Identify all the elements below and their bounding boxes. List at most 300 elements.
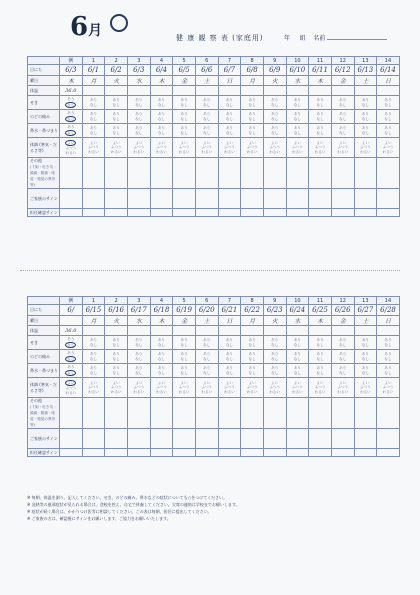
date-cell: 6/14 [377, 65, 400, 76]
other-cell[interactable] [195, 398, 218, 429]
temp-cell[interactable] [377, 86, 400, 96]
temp-cell[interactable] [377, 326, 400, 336]
temp-cell[interactable] [218, 326, 241, 336]
symptom-cell[interactable]: あり なし [127, 364, 150, 378]
weekday-cell: 日 [218, 76, 241, 86]
other-cell[interactable] [377, 158, 400, 189]
other-cell[interactable] [309, 158, 332, 189]
other-cell[interactable] [286, 398, 309, 429]
temp-example: 36.0 [60, 86, 83, 96]
symptom-cell[interactable]: あり なし [354, 96, 377, 110]
signature-cell[interactable] [377, 189, 400, 209]
signature-cell[interactable] [173, 429, 196, 449]
temp-cell[interactable] [150, 326, 173, 336]
symptom-cell[interactable]: あり なし [195, 364, 218, 378]
other-cell[interactable] [263, 158, 286, 189]
signature-cell[interactable] [286, 189, 309, 209]
signature-cell[interactable] [263, 429, 286, 449]
symptom-cell[interactable]: あり なし [309, 350, 332, 364]
temp-cell[interactable] [195, 86, 218, 96]
condition-cell[interactable]: よい ふつう わるい [105, 378, 128, 398]
column-number: 10 [286, 297, 309, 305]
other-cell[interactable] [127, 158, 150, 189]
condition-cell[interactable]: よい ふつう わるい [286, 378, 309, 398]
condition-cell[interactable]: よい ふつう わるい [127, 378, 150, 398]
column-number: 11 [309, 57, 332, 65]
date-cell: 6/11 [309, 65, 332, 76]
condition-cell[interactable]: よい ふつう わるい [263, 138, 286, 158]
symptom-cell[interactable]: あり なし [331, 336, 354, 350]
signature-cell[interactable] [105, 429, 128, 449]
condition-cell[interactable]: よい ふつう わるい [195, 138, 218, 158]
symptom-cell[interactable]: あり なし [195, 336, 218, 350]
other-cell[interactable] [82, 398, 105, 429]
symptom-cell[interactable]: あり なし [218, 364, 241, 378]
signature-cell[interactable] [60, 189, 83, 209]
symptom-cell[interactable]: あり なし [150, 110, 173, 124]
teacher-cell[interactable] [173, 209, 196, 217]
teacher-cell[interactable] [195, 449, 218, 457]
temp-cell[interactable] [105, 86, 128, 96]
date-cell: 6/20 [195, 305, 218, 316]
symptom-cell[interactable]: あり なし [377, 350, 400, 364]
temp-cell[interactable] [173, 326, 196, 336]
symptom-cell[interactable]: あり なし [241, 110, 264, 124]
symptom-cell[interactable]: あり なし [82, 110, 105, 124]
symptom-cell[interactable]: あり なし [105, 110, 128, 124]
symptom-cell[interactable]: あり なし [195, 124, 218, 138]
column-number: 9 [263, 297, 286, 305]
symptom-cell[interactable]: あり なし [263, 336, 286, 350]
signature-cell[interactable] [82, 429, 105, 449]
divider [20, 270, 400, 271]
symptom-cell[interactable]: あり なし [105, 96, 128, 110]
symptom-cell[interactable]: あり なし [105, 364, 128, 378]
temp-cell[interactable] [331, 326, 354, 336]
signature-cell[interactable] [173, 189, 196, 209]
other-cell[interactable] [241, 158, 264, 189]
temp-cell[interactable] [309, 86, 332, 96]
symptom-cell[interactable]: あり なし [218, 110, 241, 124]
signature-cell[interactable] [309, 429, 332, 449]
temp-cell[interactable] [127, 326, 150, 336]
date-cell: 6/ [60, 305, 83, 316]
condition-cell[interactable]: よい ふつう わるい [286, 138, 309, 158]
date-cell: 6/12 [331, 65, 354, 76]
other-cell[interactable] [82, 158, 105, 189]
condition-cell[interactable]: よい ふつう わるい [331, 378, 354, 398]
other-cell[interactable] [263, 398, 286, 429]
symptom-cell[interactable]: あり なし [173, 110, 196, 124]
signature-cell[interactable] [127, 429, 150, 449]
date-cell: 6/3 [127, 65, 150, 76]
weekday-cell: 木 [150, 316, 173, 326]
symptom-cell[interactable]: あり なし [331, 124, 354, 138]
date-cell: 6/19 [173, 305, 196, 316]
teacher-cell[interactable] [173, 449, 196, 457]
teacher-cell[interactable] [263, 449, 286, 457]
condition-cell[interactable]: よい ふつう わるい [173, 138, 196, 158]
symptom-cell[interactable]: あり なし [60, 350, 83, 364]
symptom-cell[interactable]: あり なし [377, 124, 400, 138]
temp-cell[interactable] [195, 326, 218, 336]
condition-cell[interactable]: よい ふつう わるい [331, 138, 354, 158]
other-cell[interactable] [105, 158, 128, 189]
temp-cell[interactable] [82, 326, 105, 336]
other-cell[interactable] [195, 158, 218, 189]
symptom-cell[interactable]: あり なし [82, 336, 105, 350]
teacher-cell[interactable] [150, 209, 173, 217]
date-cell: 6/8 [241, 65, 264, 76]
row-label: 鼻水・鼻づまり [28, 364, 60, 378]
row-label: ご家族のサイン [28, 189, 60, 209]
temp-cell[interactable] [354, 326, 377, 336]
symptom-cell[interactable]: あり なし [127, 336, 150, 350]
column-number: 5 [173, 57, 196, 65]
symptom-cell[interactable]: あり なし [377, 96, 400, 110]
date-cell: 6/2 [105, 65, 128, 76]
other-cell[interactable] [331, 158, 354, 189]
condition-cell[interactable]: よい ふつう わるい [218, 138, 241, 158]
teacher-cell[interactable] [241, 209, 264, 217]
date-cell: 6/6 [195, 65, 218, 76]
signature-cell[interactable] [150, 189, 173, 209]
signature-cell[interactable] [263, 189, 286, 209]
symptom-cell[interactable]: あり なし [82, 124, 105, 138]
teacher-cell[interactable] [82, 209, 105, 217]
row-label: その他 (下痢・吐き気・頭痛・腹痛・味覚・嗅覚の異常等) [28, 158, 60, 189]
other-cell[interactable] [241, 398, 264, 429]
symptom-cell[interactable]: あり なし [286, 124, 309, 138]
teacher-cell[interactable] [150, 449, 173, 457]
signature-cell[interactable] [377, 429, 400, 449]
other-cell[interactable] [60, 398, 83, 429]
column-number: 2 [105, 297, 128, 305]
symptom-cell[interactable]: あり なし [354, 124, 377, 138]
symptom-cell[interactable]: あり なし [309, 124, 332, 138]
condition-cell[interactable]: よい ふつう わるい [377, 378, 400, 398]
symptom-cell[interactable]: あり なし [173, 124, 196, 138]
symptom-cell[interactable]: あり なし [173, 96, 196, 110]
teacher-cell[interactable] [60, 449, 83, 457]
date-cell: 6/13 [354, 65, 377, 76]
teacher-cell[interactable] [331, 209, 354, 217]
teacher-cell[interactable] [331, 449, 354, 457]
symptom-cell[interactable]: あり なし [218, 96, 241, 110]
teacher-cell[interactable] [218, 449, 241, 457]
symptom-cell[interactable]: あり なし [354, 350, 377, 364]
teacher-cell[interactable] [105, 449, 128, 457]
other-cell[interactable] [127, 398, 150, 429]
symptom-cell[interactable]: あり なし [195, 350, 218, 364]
date-cell: 6/18 [150, 305, 173, 316]
symptom-cell[interactable]: あり なし [309, 110, 332, 124]
symptom-cell[interactable]: あり なし [241, 124, 264, 138]
temp-cell[interactable] [241, 86, 264, 96]
symptom-cell[interactable]: あり なし [105, 350, 128, 364]
temp-cell[interactable] [331, 86, 354, 96]
symptom-cell[interactable]: あり なし [377, 336, 400, 350]
signature-cell[interactable] [241, 189, 264, 209]
symptom-cell[interactable]: あり なし [377, 364, 400, 378]
other-cell[interactable] [309, 398, 332, 429]
column-number: 4 [150, 297, 173, 305]
condition-cell[interactable]: よい ふつう わるい [218, 378, 241, 398]
condition-cell[interactable]: よい ふつう わるい [82, 378, 105, 398]
note-line: ※ 症状が続く場合は、かかりつけ医等に相談してください。この表は毎朝、担任に提出してください。 [27, 509, 212, 514]
teacher-cell[interactable] [377, 449, 400, 457]
symptom-cell[interactable]: あり なし [331, 96, 354, 110]
symptom-cell[interactable]: あり なし [241, 350, 264, 364]
temp-cell[interactable] [127, 86, 150, 96]
temp-example: 36.0 [60, 326, 83, 336]
symptom-cell[interactable]: あり なし [309, 364, 332, 378]
symptom-cell[interactable]: あり なし [218, 350, 241, 364]
row-label: のどの痛み [28, 350, 60, 364]
teacher-cell[interactable] [263, 209, 286, 217]
other-cell[interactable] [377, 398, 400, 429]
teacher-cell[interactable] [309, 209, 332, 217]
signature-cell[interactable] [105, 189, 128, 209]
weekday-cell: 金 [173, 316, 196, 326]
temp-cell[interactable] [218, 86, 241, 96]
teacher-cell[interactable] [127, 209, 150, 217]
weekday-cell: 木 [60, 76, 83, 86]
signature-cell[interactable] [331, 189, 354, 209]
weekday-cell: 日 [377, 316, 400, 326]
symptom-cell[interactable]: あり なし [105, 336, 128, 350]
date-cell: 6/16 [105, 305, 128, 316]
condition-cell[interactable]: よい ふつう わるい [263, 378, 286, 398]
other-cell[interactable] [218, 398, 241, 429]
symptom-cell[interactable]: あり なし [354, 364, 377, 378]
symptom-cell[interactable]: あり なし [173, 364, 196, 378]
other-cell[interactable] [354, 158, 377, 189]
symptom-cell[interactable]: あり なし [377, 110, 400, 124]
column-number: 10 [286, 57, 309, 65]
row-label: 日にち [28, 305, 60, 316]
symptom-cell[interactable]: あり なし [150, 336, 173, 350]
other-cell[interactable] [150, 398, 173, 429]
date-cell: 6/26 [331, 305, 354, 316]
signature-cell[interactable] [241, 429, 264, 449]
teacher-cell[interactable] [60, 209, 83, 217]
signature-cell[interactable] [82, 189, 105, 209]
signature-cell[interactable] [309, 189, 332, 209]
condition-cell[interactable]: よい ふつう わるい [173, 378, 196, 398]
column-number: 5 [173, 297, 196, 305]
symptom-cell[interactable]: あり なし [195, 96, 218, 110]
symptom-cell[interactable]: あり なし [241, 364, 264, 378]
symptom-cell[interactable]: あり なし [331, 110, 354, 124]
teacher-cell[interactable] [241, 449, 264, 457]
symptom-cell[interactable]: あり なし [195, 110, 218, 124]
condition-cell[interactable]: よい ふつう わるい [354, 138, 377, 158]
symptom-cell[interactable]: あり なし [150, 124, 173, 138]
symptom-cell[interactable]: あり なし [127, 124, 150, 138]
symptom-cell[interactable]: あり なし [354, 110, 377, 124]
teacher-cell[interactable] [127, 449, 150, 457]
symptom-cell[interactable]: あり なし [60, 124, 83, 138]
row-label: 日にち [28, 65, 60, 76]
temp-cell[interactable] [309, 326, 332, 336]
symptom-cell[interactable]: あり なし [150, 350, 173, 364]
row-label: せき [28, 96, 60, 110]
condition-cell[interactable]: よい ふつう わるい [150, 138, 173, 158]
symptom-cell[interactable]: あり なし [218, 336, 241, 350]
weekday-cell: 土 [354, 316, 377, 326]
condition-cell[interactable]: よい ふつう わるい [241, 138, 264, 158]
symptom-cell[interactable]: あり なし [241, 336, 264, 350]
symptom-cell[interactable]: あり なし [150, 96, 173, 110]
symptom-cell[interactable]: あり なし [286, 364, 309, 378]
symptom-cell[interactable]: あり なし [331, 364, 354, 378]
signature-cell[interactable] [218, 429, 241, 449]
symptom-cell[interactable]: あり なし [173, 336, 196, 350]
date-cell: 6/3 [60, 65, 83, 76]
signature-cell[interactable] [331, 429, 354, 449]
symptom-cell[interactable]: あり なし [127, 350, 150, 364]
column-number: 1 [82, 57, 105, 65]
other-cell[interactable] [105, 398, 128, 429]
note-line: ※ 発熱等の風邪症状が見られる場合は、登校を控え、自宅で休養してください。欠席の連絡は学校までお願いします。 [27, 502, 240, 507]
other-cell[interactable] [286, 158, 309, 189]
symptom-cell[interactable]: あり なし [263, 124, 286, 138]
condition-cell[interactable]: よい ふつう わるい [105, 138, 128, 158]
signature-cell[interactable] [127, 189, 150, 209]
symptom-cell[interactable]: あり なし [286, 96, 309, 110]
column-number: 8 [241, 57, 264, 65]
weekday-cell: 月 [82, 76, 105, 86]
condition-cell[interactable]: よい ふつう わるい [241, 378, 264, 398]
temp-cell[interactable] [286, 326, 309, 336]
date-cell: 6/23 [263, 305, 286, 316]
symptom-cell[interactable]: あり なし [263, 96, 286, 110]
symptom-cell[interactable]: あり なし [60, 364, 83, 378]
row-label: 曜日 [28, 316, 60, 326]
symptom-cell[interactable]: あり なし [127, 110, 150, 124]
condition-cell[interactable]: よい ふつう わるい [377, 138, 400, 158]
condition-cell[interactable]: よい ふつう わるい [354, 378, 377, 398]
date-cell: 6/7 [218, 65, 241, 76]
condition-cell[interactable]: よい ふつう わるい [309, 138, 332, 158]
symptom-cell[interactable]: あり なし [218, 124, 241, 138]
condition-cell[interactable]: よい ふつう わるい [309, 378, 332, 398]
other-cell[interactable] [173, 398, 196, 429]
symptom-cell[interactable]: あり なし [82, 350, 105, 364]
symptom-cell[interactable]: あり なし [263, 350, 286, 364]
symptom-cell[interactable]: あり なし [105, 124, 128, 138]
weekday-cell: 火 [263, 316, 286, 326]
teacher-cell[interactable] [309, 449, 332, 457]
teacher-cell[interactable] [354, 209, 377, 217]
symptom-cell[interactable]: あり なし [331, 350, 354, 364]
other-cell[interactable] [218, 158, 241, 189]
symptom-cell[interactable]: あり なし [263, 364, 286, 378]
symptom-cell[interactable]: あり なし [127, 96, 150, 110]
weekday-cell: 日 [218, 316, 241, 326]
condition-cell[interactable]: よい ふつう わるい [195, 378, 218, 398]
teacher-cell[interactable] [218, 209, 241, 217]
symptom-cell[interactable]: あり なし [286, 336, 309, 350]
symptom-cell[interactable]: あり なし [354, 336, 377, 350]
column-number: 4 [150, 57, 173, 65]
signature-cell[interactable] [354, 429, 377, 449]
symptom-cell[interactable]: あり なし [82, 96, 105, 110]
row-label: のどの痛み [28, 110, 60, 124]
date-cell: 6/1 [82, 65, 105, 76]
teacher-cell[interactable] [286, 449, 309, 457]
column-number: 13 [354, 57, 377, 65]
symptom-cell[interactable]: あり なし [241, 96, 264, 110]
teacher-cell[interactable] [82, 449, 105, 457]
weekday-cell: 土 [354, 76, 377, 86]
weekday-cell: 月 [82, 316, 105, 326]
signature-cell[interactable] [60, 429, 83, 449]
symptom-cell[interactable]: あり なし [286, 350, 309, 364]
symptom-cell[interactable]: あり なし [150, 364, 173, 378]
condition-cell[interactable]: よい ふつう わるい [127, 138, 150, 158]
temp-cell[interactable] [173, 86, 196, 96]
temp-cell[interactable] [150, 86, 173, 96]
teacher-cell[interactable] [377, 209, 400, 217]
signature-cell[interactable] [354, 189, 377, 209]
condition-cell[interactable]: よい ふつう わるい [150, 378, 173, 398]
temp-cell[interactable] [105, 326, 128, 336]
signature-cell[interactable] [195, 189, 218, 209]
teacher-cell[interactable] [195, 209, 218, 217]
temp-cell[interactable] [241, 326, 264, 336]
teacher-cell[interactable] [354, 449, 377, 457]
other-cell[interactable] [354, 398, 377, 429]
weekday-cell [60, 316, 83, 326]
temp-cell[interactable] [263, 326, 286, 336]
row-label: ご家族のサイン [28, 429, 60, 449]
temp-cell[interactable] [263, 86, 286, 96]
signature-cell[interactable] [150, 429, 173, 449]
sheet-title: 健 康 観 察 表 (家庭用) [176, 34, 264, 42]
symptom-cell[interactable]: あり なし [60, 110, 83, 124]
column-number: 13 [354, 297, 377, 305]
symptom-cell[interactable]: あり なし [309, 336, 332, 350]
condition-cell[interactable]: よい ふつう わるい [60, 138, 83, 158]
condition-cell[interactable]: よい ふつう わるい [82, 138, 105, 158]
symptom-cell[interactable]: あり なし [82, 364, 105, 378]
signature-cell[interactable] [286, 429, 309, 449]
condition-cell[interactable]: よい ふつう わるい [60, 378, 83, 398]
temp-cell[interactable] [82, 86, 105, 96]
weekday-cell: 火 [105, 316, 128, 326]
signature-cell[interactable] [218, 189, 241, 209]
symptom-cell[interactable]: あり なし [60, 336, 83, 350]
date-cell: 6/9 [263, 65, 286, 76]
weekday-cell: 土 [195, 316, 218, 326]
teacher-cell[interactable] [286, 209, 309, 217]
temp-cell[interactable] [286, 86, 309, 96]
symptom-cell[interactable]: あり なし [263, 110, 286, 124]
other-cell[interactable] [331, 398, 354, 429]
symptom-cell[interactable]: あり なし [60, 96, 83, 110]
other-cell[interactable] [173, 158, 196, 189]
other-cell[interactable] [60, 158, 83, 189]
temp-cell[interactable] [354, 86, 377, 96]
other-cell[interactable] [150, 158, 173, 189]
symptom-cell[interactable]: あり なし [173, 350, 196, 364]
symptom-cell[interactable]: あり なし [309, 96, 332, 110]
signature-cell[interactable] [195, 429, 218, 449]
teacher-cell[interactable] [105, 209, 128, 217]
symptom-cell[interactable]: あり なし [286, 110, 309, 124]
